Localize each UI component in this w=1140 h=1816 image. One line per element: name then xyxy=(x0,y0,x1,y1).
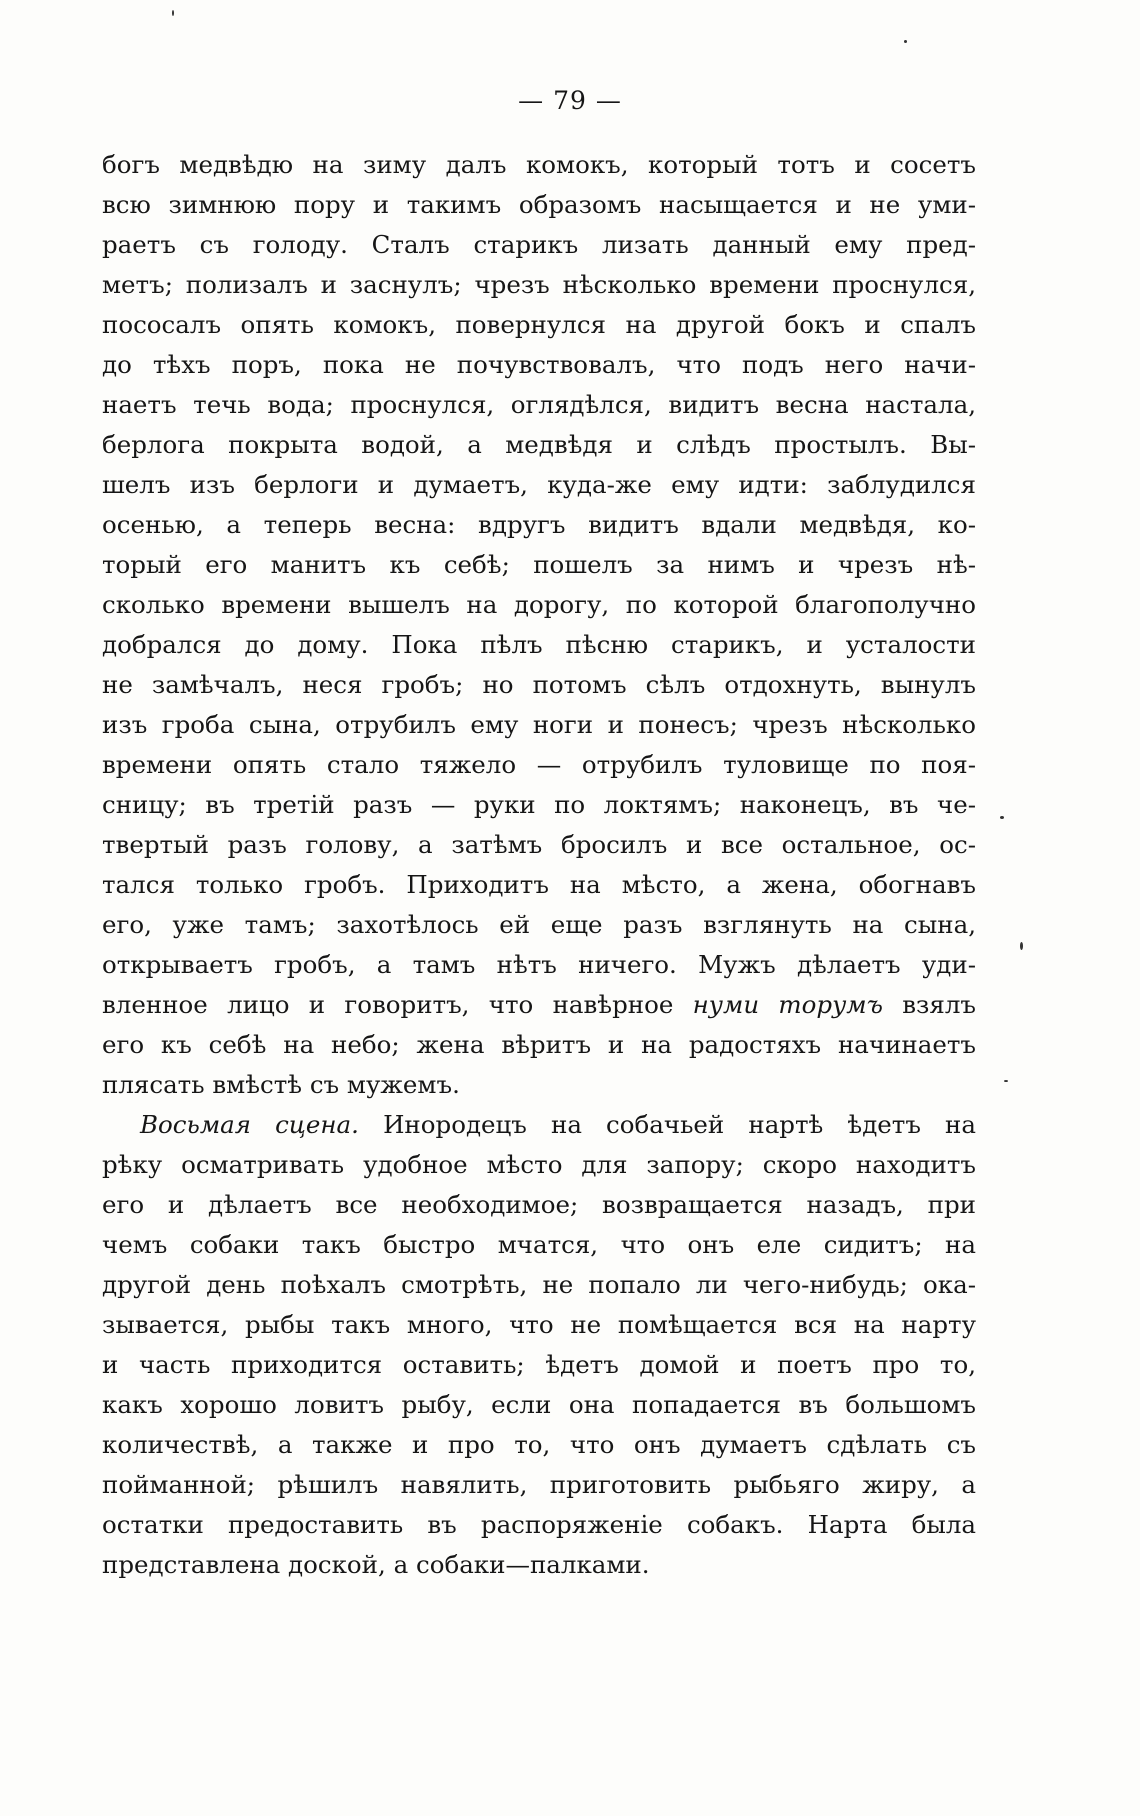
text-segment: взялъ xyxy=(902,990,976,1019)
text-line: остатки предоставить въ распоряженіе собакъ. Нарта была xyxy=(102,1510,976,1539)
text-line: пососалъ опять комокъ, повернулся на другой бокъ и спалъ xyxy=(102,310,976,339)
text-line: количествѣ, а также и про то, что онъ думаетъ сдѣлать съ xyxy=(102,1430,976,1459)
text-line: его, уже тамъ; захотѣлось ей еще разъ взглянуть на сына, xyxy=(102,910,976,939)
text-line: твертый разъ голову, а затѣмъ бросилъ и все остальное, ос- xyxy=(102,830,976,859)
text-line: зывается, рыбы такъ много, что не помѣщается вся на нарту xyxy=(102,1310,976,1339)
text-line: метъ; полизалъ и заснулъ; чрезъ нѣсколько времени проснулся, xyxy=(102,270,976,299)
text-segment: вленное лицо и говоритъ, что навѣрное xyxy=(102,990,674,1019)
text-line: сколько времени вышелъ на дорогу, по которой благополучно xyxy=(102,590,976,619)
text-line: тался только гробъ. Приходитъ на мѣсто, а жена, обогнавъ xyxy=(102,870,976,899)
text-line xyxy=(102,1105,976,1145)
text-line: его къ себѣ на небо; жена вѣритъ и на радостяхъ начинаетъ xyxy=(102,1030,976,1059)
text-line: представлена доской, а собаки—палками. xyxy=(102,1550,650,1579)
text-line: богъ медвѣдю на зиму далъ комокъ, который тотъ и сосетъ xyxy=(102,150,976,179)
text-line: рѣку осматривать удобное мѣсто для запору; скоро находитъ xyxy=(102,1150,976,1179)
text-line: сницу; въ третій разъ — руки по локтямъ; наконецъ, въ че- xyxy=(102,790,976,819)
text-line: пойманной; рѣшилъ навялить, приготовить рыбьяго жиру, а xyxy=(102,1470,976,1499)
text-line: времени опять стало тяжело — отрубилъ туловище по поя- xyxy=(102,750,976,779)
text-line: другой день поѣхалъ смотрѣть, не попало ли чего-нибудь; ока- xyxy=(102,1270,976,1299)
text-line: какъ хорошо ловитъ рыбу, если она попадается въ большомъ xyxy=(102,1390,976,1419)
text-line: осенью, а теперь весна: вдругъ видитъ вдали медвѣдя, ко- xyxy=(102,510,976,539)
text-line: добрался до дому. Пока пѣлъ пѣсню старикъ, и усталости xyxy=(102,630,976,659)
page-number: — 79 — xyxy=(518,86,622,115)
text-line: не замѣчалъ, неся гробъ; но потомъ сѣлъ отдохнуть, вынулъ xyxy=(102,670,976,699)
paragraph-2 xyxy=(102,1105,976,1585)
text-line: открываетъ гробъ, а тамъ нѣтъ ничего. Мужъ дѣлаетъ уди- xyxy=(102,950,976,979)
text-line: и часть приходится оставить; ѣдетъ домой и поетъ про то, xyxy=(102,1350,976,1379)
text-line: плясать вмѣстѣ съ мужемъ. xyxy=(102,1070,460,1099)
print-speck xyxy=(1000,816,1004,819)
print-speck xyxy=(172,10,174,16)
text-line: торый его манитъ къ себѣ; пошелъ за нимъ и чрезъ нѣ- xyxy=(102,550,976,579)
text-line: изъ гроба сына, отрубилъ ему ноги и понесъ; чрезъ нѣсколько xyxy=(102,710,976,739)
print-speck xyxy=(1004,1080,1008,1082)
text-line: шелъ изъ берлоги и думаетъ, куда-же ему идти: заблудился xyxy=(102,470,976,499)
text-line: наетъ течь вода; проснулся, оглядѣлся, видитъ весна настала, xyxy=(102,390,976,419)
scene-heading: Восьмая сцена. xyxy=(140,1110,359,1139)
text-line: до тѣхъ поръ, пока не почувствовалъ, что подъ него начи- xyxy=(102,350,976,379)
text-line: раетъ съ голоду. Сталъ старикъ лизать данный ему пред- xyxy=(102,230,976,259)
italic-term: нуми торумъ xyxy=(692,990,883,1019)
body-text xyxy=(102,145,976,1585)
text-line: чемъ собаки такъ быстро мчатся, что онъ еле сидитъ; на xyxy=(102,1230,976,1259)
print-speck xyxy=(1020,942,1023,950)
text-line: берлога покрыта водой, а медвѣдя и слѣдъ простылъ. Вы- xyxy=(102,430,976,459)
text-line: всю зимнюю пору и такимъ образомъ насыщается и не уми- xyxy=(102,190,976,219)
paragraph-1 xyxy=(102,145,976,1105)
print-speck xyxy=(904,40,907,43)
text-segment: Инородецъ на собачьей нартѣ ѣдетъ на xyxy=(383,1110,976,1139)
text-line: его и дѣлаетъ все необходимое; возвращается назадъ, при xyxy=(102,1190,976,1219)
text-line xyxy=(102,985,976,1025)
